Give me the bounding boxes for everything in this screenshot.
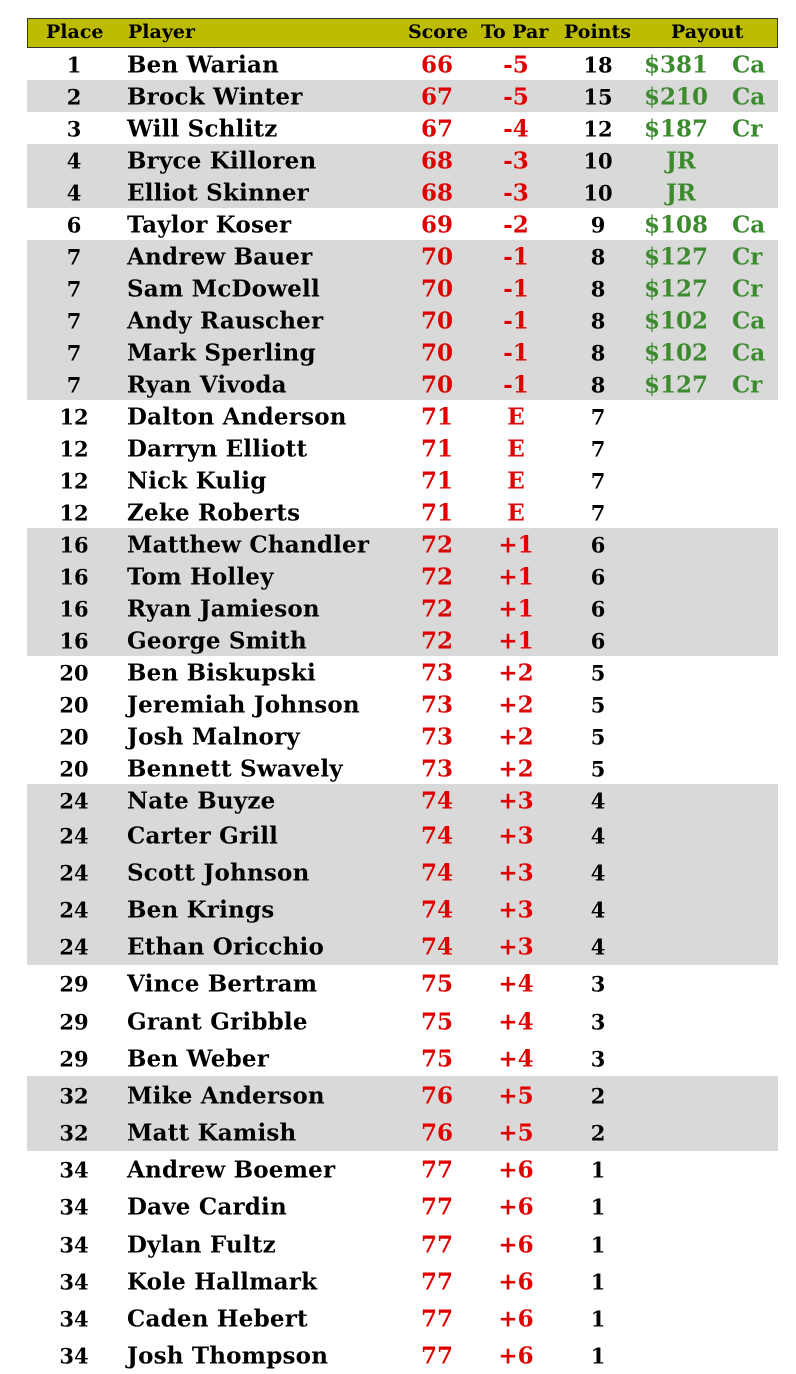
to-par-cell: +1 bbox=[498, 531, 534, 559]
score-cell: 73 bbox=[420, 691, 453, 719]
payout-cell: $127 bbox=[644, 275, 709, 303]
player-name: Caden Hebert bbox=[127, 1305, 308, 1333]
to-par-cell: +6 bbox=[498, 1156, 534, 1184]
to-par-cell: -2 bbox=[503, 211, 529, 239]
score-cell: 71 bbox=[420, 467, 453, 495]
table-row bbox=[27, 688, 778, 720]
payout-type-cell: Ca bbox=[732, 211, 766, 239]
place-cell: 16 bbox=[59, 596, 89, 622]
place-cell: 34 bbox=[59, 1343, 89, 1369]
score-cell: 72 bbox=[420, 595, 453, 623]
table-row bbox=[27, 1188, 778, 1225]
to-par-cell: E bbox=[507, 435, 525, 463]
score-cell: 77 bbox=[420, 1231, 453, 1259]
points-cell: 4 bbox=[590, 823, 606, 849]
to-par-cell: +3 bbox=[498, 822, 534, 850]
header-player: Player bbox=[128, 21, 195, 43]
points-cell: 3 bbox=[590, 1046, 606, 1072]
score-cell: 72 bbox=[420, 627, 453, 655]
score-cell: 67 bbox=[420, 83, 453, 111]
player-name: Kole Hallmark bbox=[127, 1268, 318, 1296]
place-cell: 24 bbox=[59, 897, 89, 923]
to-par-cell: -5 bbox=[503, 51, 529, 79]
to-par-cell: +2 bbox=[498, 723, 534, 751]
score-cell: 75 bbox=[420, 970, 453, 998]
place-cell: 34 bbox=[59, 1232, 89, 1258]
place-cell: 32 bbox=[59, 1083, 89, 1109]
payout-cell: $210 bbox=[644, 83, 709, 111]
place-cell: 32 bbox=[59, 1120, 89, 1146]
points-cell: 4 bbox=[590, 788, 606, 814]
player-name: Josh Thompson bbox=[127, 1342, 329, 1370]
table-row bbox=[27, 528, 778, 560]
score-cell: 74 bbox=[420, 896, 453, 924]
place-cell: 4 bbox=[66, 148, 82, 174]
payout-cell: $102 bbox=[644, 307, 709, 335]
to-par-cell: +4 bbox=[498, 970, 534, 998]
score-cell: 73 bbox=[420, 659, 453, 687]
score-cell: 70 bbox=[420, 307, 453, 335]
score-cell: 75 bbox=[420, 1045, 453, 1073]
payout-cell: $187 bbox=[644, 115, 709, 143]
place-cell: 7 bbox=[66, 244, 82, 270]
player-name: Will Schlitz bbox=[127, 115, 278, 143]
table-row bbox=[27, 720, 778, 752]
place-cell: 1 bbox=[66, 52, 82, 78]
player-name: Ben Warian bbox=[127, 51, 280, 79]
table-row bbox=[27, 1337, 778, 1374]
points-cell: 5 bbox=[590, 692, 606, 718]
table-row bbox=[27, 400, 778, 432]
player-name: George Smith bbox=[127, 627, 307, 655]
points-cell: 8 bbox=[590, 308, 606, 334]
place-cell: 16 bbox=[59, 532, 89, 558]
place-cell: 7 bbox=[66, 340, 82, 366]
header-to-par: To Par bbox=[481, 21, 549, 43]
to-par-cell: -3 bbox=[503, 179, 529, 207]
score-cell: 68 bbox=[420, 179, 453, 207]
score-cell: 70 bbox=[420, 275, 453, 303]
player-name: Andrew Bauer bbox=[127, 243, 313, 271]
points-cell: 8 bbox=[590, 276, 606, 302]
points-cell: 1 bbox=[590, 1269, 606, 1295]
table-row bbox=[27, 816, 778, 853]
points-cell: 7 bbox=[590, 468, 606, 494]
points-cell: 3 bbox=[590, 971, 606, 997]
table-row bbox=[27, 496, 778, 528]
place-cell: 24 bbox=[59, 823, 89, 849]
place-cell: 12 bbox=[59, 436, 89, 462]
player-name: Nate Buyze bbox=[127, 787, 276, 815]
place-cell: 20 bbox=[59, 692, 89, 718]
to-par-cell: -1 bbox=[503, 371, 529, 399]
player-name: Tom Holley bbox=[127, 563, 274, 591]
place-cell: 34 bbox=[59, 1306, 89, 1332]
points-cell: 2 bbox=[590, 1083, 606, 1109]
to-par-cell: +2 bbox=[498, 755, 534, 783]
player-name: Mark Sperling bbox=[127, 339, 316, 367]
points-cell: 7 bbox=[590, 436, 606, 462]
score-cell: 75 bbox=[420, 1008, 453, 1036]
to-par-cell: +6 bbox=[498, 1268, 534, 1296]
points-cell: 3 bbox=[590, 1009, 606, 1035]
place-cell: 12 bbox=[59, 404, 89, 430]
score-cell: 71 bbox=[420, 435, 453, 463]
score-cell: 70 bbox=[420, 243, 453, 271]
place-cell: 20 bbox=[59, 724, 89, 750]
table-row bbox=[27, 1039, 778, 1076]
player-name: Matt Kamish bbox=[127, 1119, 297, 1147]
score-cell: 73 bbox=[420, 755, 453, 783]
to-par-cell: +3 bbox=[498, 933, 534, 961]
points-cell: 7 bbox=[590, 404, 606, 430]
table-row bbox=[27, 144, 778, 176]
to-par-cell: -1 bbox=[503, 307, 529, 335]
place-cell: 34 bbox=[59, 1194, 89, 1220]
points-cell: 15 bbox=[583, 84, 613, 110]
score-cell: 70 bbox=[420, 339, 453, 367]
points-cell: 10 bbox=[583, 148, 613, 174]
place-cell: 4 bbox=[66, 180, 82, 206]
player-name: Brock Winter bbox=[127, 83, 303, 111]
score-cell: 71 bbox=[420, 499, 453, 527]
score-cell: 77 bbox=[420, 1268, 453, 1296]
player-name: Andrew Boemer bbox=[127, 1156, 336, 1184]
place-cell: 29 bbox=[59, 1009, 89, 1035]
to-par-cell: +4 bbox=[498, 1045, 534, 1073]
to-par-cell: -1 bbox=[503, 339, 529, 367]
to-par-cell: -1 bbox=[503, 275, 529, 303]
to-par-cell: +5 bbox=[498, 1082, 534, 1110]
score-cell: 76 bbox=[420, 1119, 453, 1147]
to-par-cell: -5 bbox=[503, 83, 529, 111]
place-cell: 24 bbox=[59, 788, 89, 814]
player-name: Ryan Jamieson bbox=[127, 595, 320, 623]
player-name: Sam McDowell bbox=[127, 275, 320, 303]
table-row bbox=[27, 1262, 778, 1299]
header-score: Score bbox=[408, 21, 469, 43]
points-cell: 7 bbox=[590, 500, 606, 526]
table-header bbox=[27, 18, 778, 48]
table-row bbox=[27, 240, 778, 272]
score-cell: 77 bbox=[420, 1156, 453, 1184]
player-name: Ethan Oricchio bbox=[127, 933, 325, 961]
points-cell: 6 bbox=[590, 532, 606, 558]
table-row bbox=[27, 464, 778, 496]
leaderboard-table bbox=[27, 18, 778, 1374]
points-cell: 8 bbox=[590, 372, 606, 398]
player-name: Zeke Roberts bbox=[127, 499, 301, 527]
points-cell: 18 bbox=[583, 52, 613, 78]
table-row bbox=[27, 752, 778, 784]
header-place: Place bbox=[46, 21, 104, 43]
payout-cell: JR bbox=[666, 147, 696, 175]
to-par-cell: +6 bbox=[498, 1231, 534, 1259]
table-row bbox=[27, 176, 778, 208]
table-row bbox=[27, 624, 778, 656]
payout-cell: $127 bbox=[644, 371, 709, 399]
player-name: Taylor Koser bbox=[127, 211, 292, 239]
points-cell: 8 bbox=[590, 244, 606, 270]
to-par-cell: +6 bbox=[498, 1342, 534, 1370]
player-name: Elliot Skinner bbox=[127, 179, 309, 207]
points-cell: 6 bbox=[590, 596, 606, 622]
points-cell: 6 bbox=[590, 564, 606, 590]
to-par-cell: +5 bbox=[498, 1119, 534, 1147]
place-cell: 7 bbox=[66, 372, 82, 398]
to-par-cell: E bbox=[507, 467, 525, 495]
player-name: Ryan Vivoda bbox=[127, 371, 287, 399]
place-cell: 7 bbox=[66, 308, 82, 334]
table-row bbox=[27, 48, 778, 80]
points-cell: 1 bbox=[590, 1343, 606, 1369]
payout-type-cell: Cr bbox=[732, 371, 763, 399]
score-cell: 76 bbox=[420, 1082, 453, 1110]
to-par-cell: +3 bbox=[498, 859, 534, 887]
player-name: Vince Bertram bbox=[127, 970, 318, 998]
score-cell: 72 bbox=[420, 531, 453, 559]
score-cell: 74 bbox=[420, 933, 453, 961]
place-cell: 29 bbox=[59, 1046, 89, 1072]
points-cell: 5 bbox=[590, 660, 606, 686]
score-cell: 74 bbox=[420, 822, 453, 850]
place-cell: 34 bbox=[59, 1157, 89, 1183]
header-payout: Payout bbox=[671, 21, 744, 43]
place-cell: 29 bbox=[59, 971, 89, 997]
points-cell: 1 bbox=[590, 1157, 606, 1183]
points-cell: 1 bbox=[590, 1306, 606, 1332]
points-cell: 4 bbox=[590, 934, 606, 960]
payout-cell: $108 bbox=[644, 211, 709, 239]
points-cell: 6 bbox=[590, 628, 606, 654]
score-cell: 66 bbox=[420, 51, 453, 79]
points-cell: 12 bbox=[583, 116, 613, 142]
points-cell: 8 bbox=[590, 340, 606, 366]
place-cell: 3 bbox=[66, 116, 82, 142]
points-cell: 10 bbox=[583, 180, 613, 206]
table-row bbox=[27, 432, 778, 464]
table-row bbox=[27, 1002, 778, 1039]
table-row bbox=[27, 1225, 778, 1262]
payout-type-cell: Ca bbox=[732, 51, 766, 79]
score-cell: 74 bbox=[420, 859, 453, 887]
place-cell: 34 bbox=[59, 1269, 89, 1295]
table-row bbox=[27, 853, 778, 890]
player-name: Andy Rauscher bbox=[127, 307, 324, 335]
table-row bbox=[27, 560, 778, 592]
payout-cell: $381 bbox=[644, 51, 709, 79]
place-cell: 6 bbox=[66, 212, 82, 238]
to-par-cell: +2 bbox=[498, 691, 534, 719]
payout-type-cell: Ca bbox=[732, 83, 766, 111]
payout-cell: JR bbox=[666, 179, 696, 207]
table-row bbox=[27, 304, 778, 336]
table-row bbox=[27, 1299, 778, 1336]
player-name: Bryce Killoren bbox=[127, 147, 317, 175]
points-cell: 1 bbox=[590, 1232, 606, 1258]
table-row bbox=[27, 656, 778, 688]
table-row bbox=[27, 112, 778, 144]
payout-cell: $102 bbox=[644, 339, 709, 367]
payout-type-cell: Ca bbox=[732, 339, 766, 367]
player-name: Josh Malnory bbox=[127, 723, 300, 751]
table-body bbox=[27, 48, 778, 1374]
to-par-cell: -3 bbox=[503, 147, 529, 175]
player-name: Mike Anderson bbox=[127, 1082, 325, 1110]
points-cell: 2 bbox=[590, 1120, 606, 1146]
table-row bbox=[27, 928, 778, 965]
player-name: Dylan Fultz bbox=[127, 1231, 276, 1259]
table-row bbox=[27, 1151, 778, 1188]
place-cell: 20 bbox=[59, 660, 89, 686]
player-name: Ben Krings bbox=[127, 896, 275, 924]
table-row bbox=[27, 368, 778, 400]
score-cell: 77 bbox=[420, 1194, 453, 1222]
player-name: Grant Gribble bbox=[127, 1008, 308, 1036]
place-cell: 20 bbox=[59, 756, 89, 782]
score-cell: 67 bbox=[420, 115, 453, 143]
place-cell: 12 bbox=[59, 468, 89, 494]
to-par-cell: +1 bbox=[498, 563, 534, 591]
to-par-cell: +1 bbox=[498, 595, 534, 623]
to-par-cell: E bbox=[507, 499, 525, 527]
player-name: Scott Johnson bbox=[127, 859, 310, 887]
score-cell: 74 bbox=[420, 787, 453, 815]
score-cell: 73 bbox=[420, 723, 453, 751]
player-name: Darryn Elliott bbox=[127, 435, 308, 463]
table-row bbox=[27, 965, 778, 1002]
points-cell: 4 bbox=[590, 897, 606, 923]
to-par-cell: +3 bbox=[498, 896, 534, 924]
place-cell: 16 bbox=[59, 628, 89, 654]
score-cell: 71 bbox=[420, 403, 453, 431]
table-row bbox=[27, 592, 778, 624]
player-name: Nick Kulig bbox=[127, 467, 267, 495]
points-cell: 5 bbox=[590, 724, 606, 750]
place-cell: 2 bbox=[66, 84, 82, 110]
player-name: Carter Grill bbox=[127, 822, 279, 850]
to-par-cell: +2 bbox=[498, 659, 534, 687]
place-cell: 24 bbox=[59, 934, 89, 960]
payout-cell: $127 bbox=[644, 243, 709, 271]
table-row bbox=[27, 784, 778, 816]
player-name: Ben Biskupski bbox=[127, 659, 316, 687]
player-name: Bennett Swavely bbox=[127, 755, 343, 783]
score-cell: 77 bbox=[420, 1305, 453, 1333]
table-row bbox=[27, 1114, 778, 1151]
player-name: Dalton Anderson bbox=[127, 403, 347, 431]
to-par-cell: +3 bbox=[498, 787, 534, 815]
player-name: Dave Cardin bbox=[127, 1194, 287, 1222]
player-name: Jeremiah Johnson bbox=[127, 691, 360, 719]
player-name: Matthew Chandler bbox=[127, 531, 370, 559]
payout-type-cell: Ca bbox=[732, 307, 766, 335]
table-row bbox=[27, 80, 778, 112]
table-row bbox=[27, 272, 778, 304]
score-cell: 72 bbox=[420, 563, 453, 591]
place-cell: 12 bbox=[59, 500, 89, 526]
score-cell: 77 bbox=[420, 1342, 453, 1370]
table-row bbox=[27, 208, 778, 240]
points-cell: 9 bbox=[590, 212, 606, 238]
place-cell: 7 bbox=[66, 276, 82, 302]
to-par-cell: -1 bbox=[503, 243, 529, 271]
place-cell: 16 bbox=[59, 564, 89, 590]
to-par-cell: +4 bbox=[498, 1008, 534, 1036]
points-cell: 1 bbox=[590, 1194, 606, 1220]
table-row bbox=[27, 890, 778, 927]
to-par-cell: +6 bbox=[498, 1305, 534, 1333]
to-par-cell: E bbox=[507, 403, 525, 431]
payout-type-cell: Cr bbox=[732, 275, 763, 303]
score-cell: 68 bbox=[420, 147, 453, 175]
score-cell: 70 bbox=[420, 371, 453, 399]
points-cell: 4 bbox=[590, 860, 606, 886]
to-par-cell: -4 bbox=[503, 115, 529, 143]
table-row bbox=[27, 336, 778, 368]
payout-type-cell: Cr bbox=[732, 115, 763, 143]
place-cell: 24 bbox=[59, 860, 89, 886]
to-par-cell: +6 bbox=[498, 1194, 534, 1222]
header-points: Points bbox=[564, 21, 631, 43]
score-cell: 69 bbox=[420, 211, 453, 239]
points-cell: 5 bbox=[590, 756, 606, 782]
player-name: Ben Weber bbox=[127, 1045, 270, 1073]
payout-type-cell: Cr bbox=[732, 243, 763, 271]
table-row bbox=[27, 1076, 778, 1113]
to-par-cell: +1 bbox=[498, 627, 534, 655]
